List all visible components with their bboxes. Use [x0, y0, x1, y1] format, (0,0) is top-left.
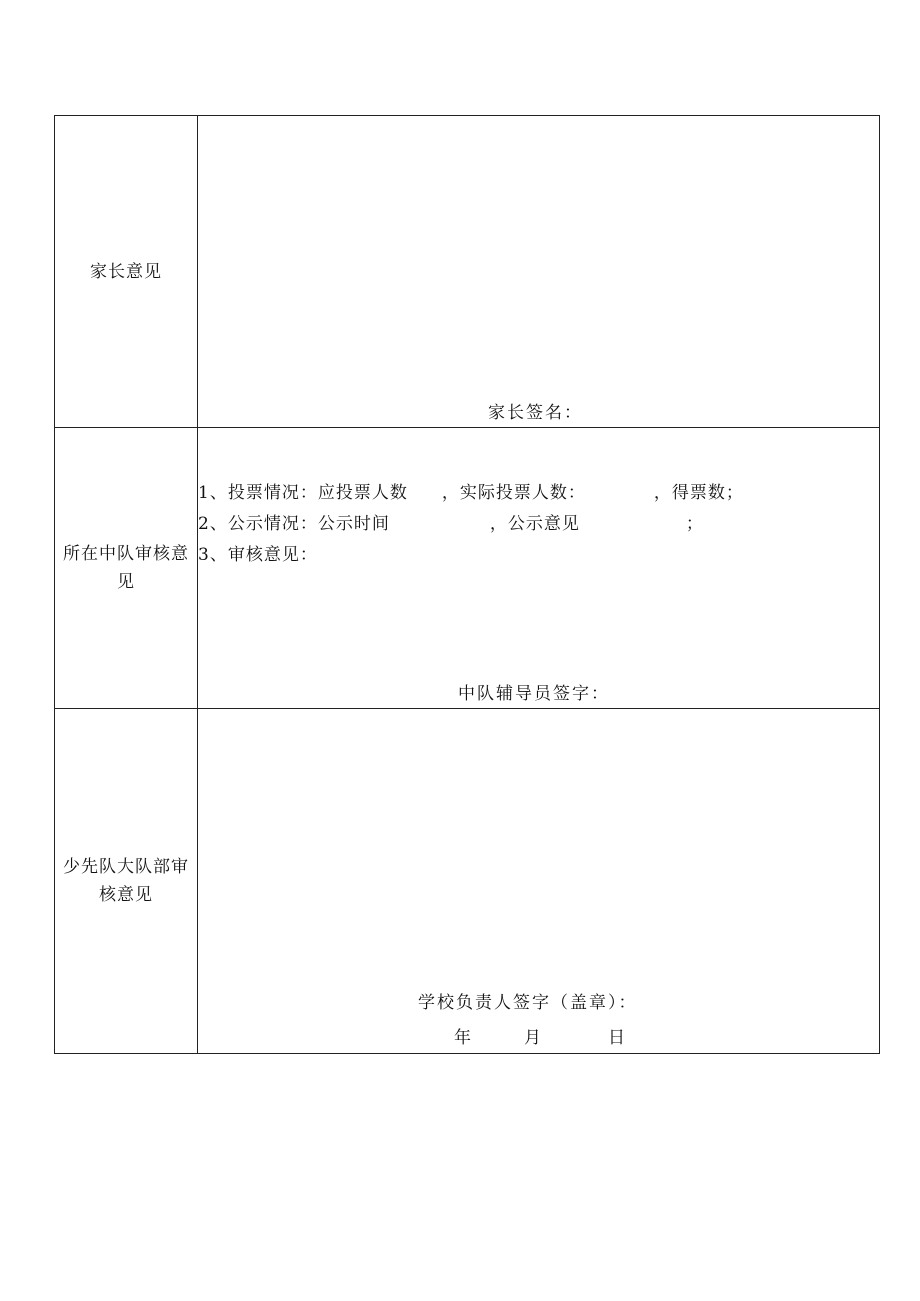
review-opinion-label: 3、审核意见： — [198, 545, 318, 565]
squad-review-items — [198, 478, 744, 571]
date-month-label: 月 — [524, 1028, 541, 1048]
squad-review-label: 所在中队审核意见 — [63, 544, 189, 592]
brigade-review-label: 少先队大队部审核意见 — [63, 857, 189, 905]
parent-signature-label: 家长签名： — [488, 403, 583, 423]
date-day-label: 日 — [608, 1028, 625, 1048]
school-head-signature-label: 学校负责人签字（盖章）： — [418, 993, 638, 1013]
vote-status-line — [198, 478, 744, 509]
vote-received-label: ，得票数； — [653, 483, 744, 503]
brigade-review-label-cell — [55, 709, 198, 1054]
review-form-table — [54, 115, 880, 1054]
squad-review-field[interactable] — [198, 428, 880, 709]
publicity-opinion-label: ，公示意见 — [489, 514, 580, 534]
parent-opinion-label: 家长意见 — [90, 261, 162, 282]
squad-review-row — [55, 428, 880, 709]
brigade-review-row — [55, 709, 880, 1054]
squad-counselor-signature-label: 中队辅导员签字： — [458, 684, 610, 704]
publicity-status-line — [198, 509, 744, 540]
parent-opinion-field[interactable] — [198, 116, 880, 428]
squad-review-label-cell — [55, 428, 198, 709]
signature-date-line — [454, 1023, 625, 1053]
parent-opinion-label-cell — [55, 116, 198, 428]
parent-opinion-row — [55, 116, 880, 428]
vote-expected-label: 1、投票情况：应投票人数 — [198, 483, 408, 503]
date-year-label: 年 — [454, 1028, 471, 1048]
brigade-review-field[interactable] — [198, 709, 880, 1054]
vote-actual-label: ，实际投票人数： — [441, 483, 586, 503]
publicity-time-label: 2、公示情况：公示时间 — [198, 514, 390, 534]
publicity-end-mark: ； — [685, 514, 704, 534]
review-opinion-line — [198, 540, 744, 571]
